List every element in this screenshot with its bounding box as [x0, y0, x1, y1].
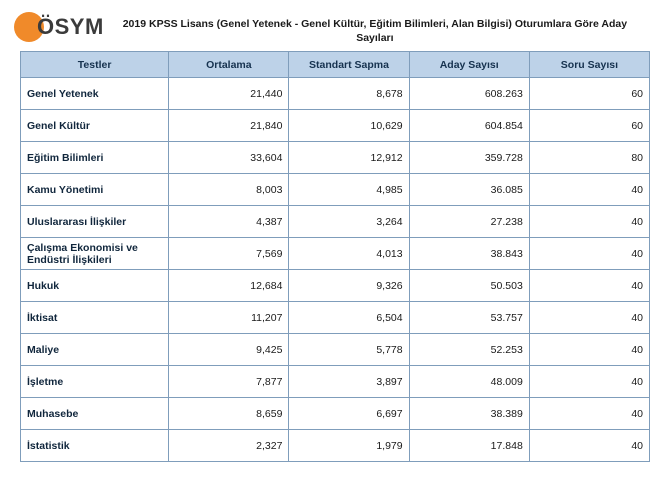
cell-soru-sayisi: 60 [529, 78, 649, 110]
table-head [21, 52, 650, 78]
cell-aday-sayisi: 359.728 [409, 142, 529, 174]
cell-standart-sapma: 4,985 [289, 174, 409, 206]
cell-test-name: Kamu Yönetimi [21, 174, 169, 206]
cell-soru-sayisi: 60 [529, 110, 649, 142]
cell-standart-sapma: 6,697 [289, 398, 409, 430]
cell-aday-sayisi: 50.503 [409, 270, 529, 302]
table-row [21, 174, 650, 206]
cell-test-name: Hukuk [21, 270, 169, 302]
logo-text: ÖSYM [37, 14, 104, 39]
cell-ortalama: 9,425 [169, 334, 289, 366]
cell-standart-sapma: 3,897 [289, 366, 409, 398]
cell-test-name: Uluslararası İlişkiler [21, 206, 169, 238]
cell-test-name: Genel Yetenek [21, 78, 169, 110]
cell-standart-sapma: 12,912 [289, 142, 409, 174]
cell-aday-sayisi: 608.263 [409, 78, 529, 110]
cell-test-name: Genel Kültür [21, 110, 169, 142]
table-row [21, 206, 650, 238]
cell-standart-sapma: 5,778 [289, 334, 409, 366]
cell-ortalama: 8,659 [169, 398, 289, 430]
cell-aday-sayisi: 53.757 [409, 302, 529, 334]
table-row [21, 430, 650, 462]
table-row [21, 302, 650, 334]
cell-soru-sayisi: 80 [529, 142, 649, 174]
cell-ortalama: 4,387 [169, 206, 289, 238]
cell-ortalama: 12,684 [169, 270, 289, 302]
table-row [21, 142, 650, 174]
osym-logo [14, 12, 104, 42]
statistics-table [20, 51, 650, 462]
cell-soru-sayisi: 40 [529, 206, 649, 238]
cell-aday-sayisi: 48.009 [409, 366, 529, 398]
cell-aday-sayisi: 38.389 [409, 398, 529, 430]
document-header [0, 0, 670, 51]
cell-ortalama: 21,840 [169, 110, 289, 142]
table-container [0, 51, 670, 462]
table-row [21, 366, 650, 398]
cell-ortalama: 8,003 [169, 174, 289, 206]
cell-standart-sapma: 1,979 [289, 430, 409, 462]
column-header-ortalama: Ortalama [169, 52, 289, 78]
column-header-soru-sayisi: Soru Sayısı [529, 52, 649, 78]
cell-soru-sayisi: 40 [529, 334, 649, 366]
cell-ortalama: 21,440 [169, 78, 289, 110]
cell-soru-sayisi: 40 [529, 270, 649, 302]
cell-aday-sayisi: 52.253 [409, 334, 529, 366]
cell-aday-sayisi: 27.238 [409, 206, 529, 238]
cell-standart-sapma: 6,504 [289, 302, 409, 334]
cell-test-name: Maliye [21, 334, 169, 366]
cell-soru-sayisi: 40 [529, 366, 649, 398]
cell-aday-sayisi: 36.085 [409, 174, 529, 206]
cell-soru-sayisi: 40 [529, 302, 649, 334]
table-row [21, 238, 650, 270]
table-header-row [21, 52, 650, 78]
cell-soru-sayisi: 40 [529, 238, 649, 270]
cell-ortalama: 11,207 [169, 302, 289, 334]
title-block [104, 10, 656, 45]
cell-test-name: İstatistik [21, 430, 169, 462]
cell-test-name: İktisat [21, 302, 169, 334]
table-row [21, 270, 650, 302]
table-row [21, 78, 650, 110]
page-title: 2019 KPSS Lisans (Genel Yetenek - Genel Kültür, Eğitim Bilimleri, Alan Bilgisi) Oturumlara Göre Aday Sayıları [122, 18, 628, 44]
cell-test-name: Muhasebe [21, 398, 169, 430]
cell-standart-sapma: 10,629 [289, 110, 409, 142]
column-header-standart-sapma: Standart Sapma [289, 52, 409, 78]
cell-test-name: Eğitim Bilimleri [21, 142, 169, 174]
cell-ortalama: 7,877 [169, 366, 289, 398]
cell-aday-sayisi: 38.843 [409, 238, 529, 270]
cell-soru-sayisi: 40 [529, 398, 649, 430]
table-row [21, 110, 650, 142]
cell-standart-sapma: 9,326 [289, 270, 409, 302]
table-row [21, 398, 650, 430]
cell-aday-sayisi: 17.848 [409, 430, 529, 462]
cell-soru-sayisi: 40 [529, 174, 649, 206]
table-row [21, 334, 650, 366]
cell-ortalama: 2,327 [169, 430, 289, 462]
cell-test-name: İşletme [21, 366, 169, 398]
cell-ortalama: 33,604 [169, 142, 289, 174]
cell-ortalama: 7,569 [169, 238, 289, 270]
cell-standart-sapma: 8,678 [289, 78, 409, 110]
cell-standart-sapma: 4,013 [289, 238, 409, 270]
table-body [21, 78, 650, 462]
cell-test-name: Çalışma Ekonomisi ve Endüstri İlişkileri [21, 238, 169, 270]
cell-aday-sayisi: 604.854 [409, 110, 529, 142]
cell-standart-sapma: 3,264 [289, 206, 409, 238]
cell-soru-sayisi: 40 [529, 430, 649, 462]
column-header-aday-sayisi: Aday Sayısı [409, 52, 529, 78]
column-header-testler: Testler [21, 52, 169, 78]
